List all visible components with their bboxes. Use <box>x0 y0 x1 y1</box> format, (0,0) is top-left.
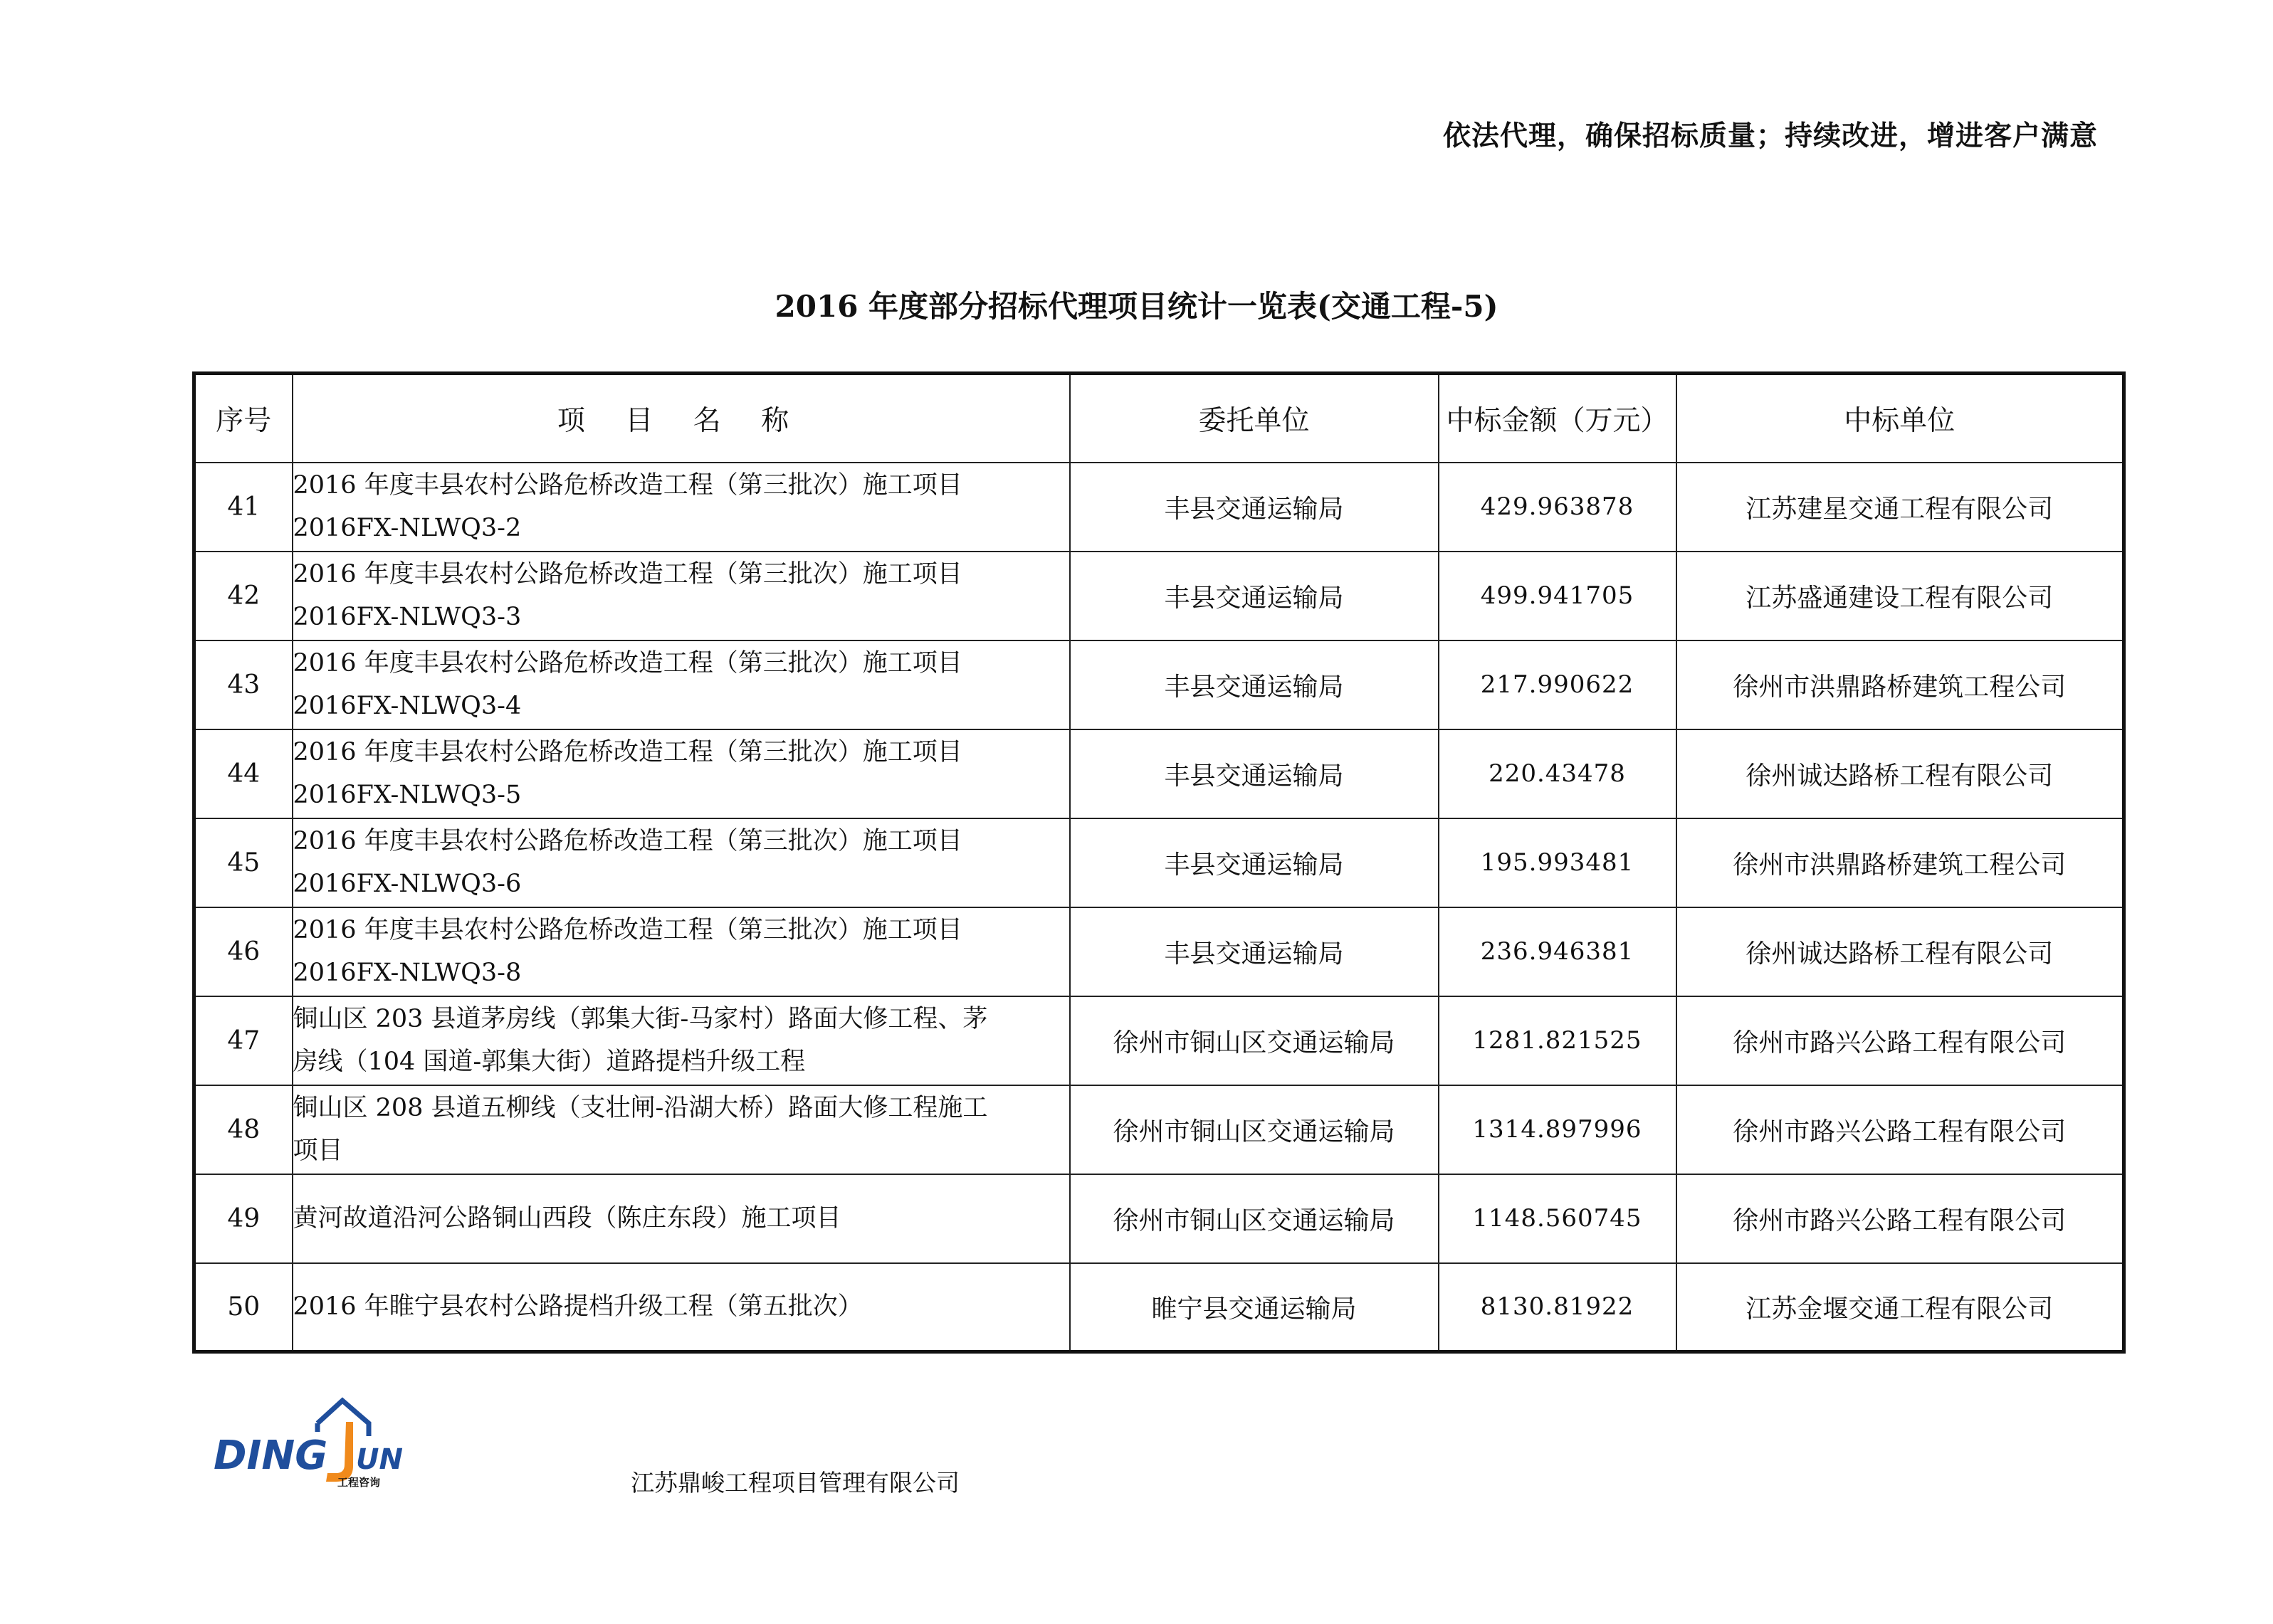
table-row <box>194 640 2124 729</box>
project-name-line-2: 2016FX-NLWQ3-3 <box>293 603 522 631</box>
svg-text:UN: UN <box>356 1443 403 1476</box>
table-row <box>194 996 2124 1085</box>
cell-winner: 徐州市路兴公路工程有限公司 <box>1676 1174 2124 1263</box>
cell-client: 丰县交通运输局 <box>1070 552 1439 640</box>
cell-amount: 195.993481 <box>1439 818 1676 907</box>
cell-winner: 江苏盛通建设工程有限公司 <box>1676 552 2124 640</box>
cell-seq: 43 <box>194 640 293 729</box>
cell-client: 丰县交通运输局 <box>1070 463 1439 552</box>
logo-subtitle: 工程咨询 <box>337 1476 381 1489</box>
company-name: 江苏鼎峻工程项目管理有限公司 <box>631 1469 960 1497</box>
header-slogan: 依法代理，确保招标质量；持续改进，增进客户满意 <box>1442 120 2098 152</box>
cell-amount: 1148.560745 <box>1439 1174 1676 1263</box>
cell-amount: 220.43478 <box>1439 729 1676 818</box>
project-name-line-1: 2016 年度丰县农村公路危桥改造工程（第三批次）施工项目 <box>293 827 962 855</box>
cell-project-name <box>293 640 1070 729</box>
svg-text:DING: DING <box>214 1433 328 1479</box>
cell-winner: 徐州市路兴公路工程有限公司 <box>1676 996 2124 1085</box>
cell-amount: 429.963878 <box>1439 463 1676 552</box>
table-row <box>194 1085 2124 1174</box>
cell-project-name <box>293 1174 1070 1263</box>
column-header-seq: 序号 <box>194 374 293 463</box>
cell-client: 徐州市铜山区交通运输局 <box>1070 996 1439 1085</box>
cell-amount: 217.990622 <box>1439 640 1676 729</box>
column-header-client: 委托单位 <box>1070 374 1439 463</box>
cell-project-name <box>293 907 1070 996</box>
table-row <box>194 552 2124 640</box>
table-row <box>194 1174 2124 1263</box>
cell-seq: 48 <box>194 1085 293 1174</box>
cell-seq: 50 <box>194 1263 293 1352</box>
cell-client: 丰县交通运输局 <box>1070 907 1439 996</box>
project-name-line-1: 2016 年度丰县农村公路危桥改造工程（第三批次）施工项目 <box>293 471 962 500</box>
cell-seq: 44 <box>194 729 293 818</box>
cell-project-name <box>293 552 1070 640</box>
cell-amount: 8130.81922 <box>1439 1263 1676 1352</box>
cell-winner: 江苏金堰交通工程有限公司 <box>1676 1263 2124 1352</box>
cell-winner: 徐州市路兴公路工程有限公司 <box>1676 1085 2124 1174</box>
project-name-line-2: 2016FX-NLWQ3-5 <box>293 781 522 809</box>
cell-amount: 1314.897996 <box>1439 1085 1676 1174</box>
column-header-winner: 中标单位 <box>1676 374 2124 463</box>
project-name-line-1: 2016 年度丰县农村公路危桥改造工程（第三批次）施工项目 <box>293 560 962 589</box>
cell-seq: 45 <box>194 818 293 907</box>
table-row <box>194 729 2124 818</box>
page-title: 2016 年度部分招标代理项目统计一览表(交通工程-5) <box>775 289 1498 324</box>
cell-winner: 徐州诚达路桥工程有限公司 <box>1676 907 2124 996</box>
project-name-line-2: 2016FX-NLWQ3-4 <box>293 692 522 720</box>
table-row <box>194 463 2124 552</box>
cell-amount: 236.946381 <box>1439 907 1676 996</box>
cell-amount: 499.941705 <box>1439 552 1676 640</box>
cell-project-name <box>293 729 1070 818</box>
project-name-line-1: 2016 年度丰县农村公路危桥改造工程（第三批次）施工项目 <box>293 738 962 766</box>
project-name-line-2: 2016FX-NLWQ3-6 <box>293 870 522 898</box>
project-table <box>192 371 2126 1354</box>
column-header-name: 项 目 名 称 <box>293 374 1070 463</box>
project-name-line-1: 2016 年睢宁县农村公路提档升级工程（第五批次） <box>293 1292 863 1322</box>
cell-amount: 1281.821525 <box>1439 996 1676 1085</box>
cell-winner: 徐州市洪鼎路桥建筑工程公司 <box>1676 640 2124 729</box>
table-header-row <box>194 374 2124 463</box>
cell-client: 睢宁县交通运输局 <box>1070 1263 1439 1352</box>
cell-seq: 42 <box>194 552 293 640</box>
project-name-line-2: 房线（104 国道-郭集大街）道路提档升级工程 <box>293 1048 806 1076</box>
cell-project-name <box>293 1263 1070 1352</box>
cell-client: 徐州市铜山区交通运输局 <box>1070 1085 1439 1174</box>
table-row <box>194 1263 2124 1352</box>
project-name-line-1: 黄河故道沿河公路铜山西段（陈庄东段）施工项目 <box>293 1204 841 1233</box>
cell-client: 丰县交通运输局 <box>1070 729 1439 818</box>
project-name-line-2: 2016FX-NLWQ3-8 <box>293 959 522 987</box>
cell-client: 徐州市铜山区交通运输局 <box>1070 1174 1439 1263</box>
table-row <box>194 907 2124 996</box>
project-name-line-1: 铜山区 208 县道五柳线（支壮闸-沿湖大桥）路面大修工程施工 <box>293 1094 988 1122</box>
project-name-line-1: 铜山区 203 县道茅房线（郭集大街-马家村）路面大修工程、茅 <box>293 1005 988 1033</box>
cell-client: 丰县交通运输局 <box>1070 640 1439 729</box>
cell-winner: 江苏建星交通工程有限公司 <box>1676 463 2124 552</box>
cell-seq: 41 <box>194 463 293 552</box>
column-header-amount: 中标金额（万元） <box>1439 374 1676 463</box>
cell-seq: 49 <box>194 1174 293 1263</box>
cell-project-name <box>293 1085 1070 1174</box>
cell-project-name <box>293 996 1070 1085</box>
project-name-line-2: 2016FX-NLWQ3-2 <box>293 514 522 542</box>
company-logo <box>211 1395 403 1489</box>
cell-seq: 47 <box>194 996 293 1085</box>
cell-client: 丰县交通运输局 <box>1070 818 1439 907</box>
dingjun-logo-graphic <box>211 1395 403 1487</box>
cell-winner: 徐州市洪鼎路桥建筑工程公司 <box>1676 818 2124 907</box>
cell-project-name <box>293 463 1070 552</box>
table-row <box>194 818 2124 907</box>
cell-winner: 徐州诚达路桥工程有限公司 <box>1676 729 2124 818</box>
project-name-line-2: 项目 <box>293 1137 343 1165</box>
project-name-line-1: 2016 年度丰县农村公路危桥改造工程（第三批次）施工项目 <box>293 916 962 944</box>
cell-project-name <box>293 818 1070 907</box>
project-name-line-1: 2016 年度丰县农村公路危桥改造工程（第三批次）施工项目 <box>293 649 962 677</box>
cell-seq: 46 <box>194 907 293 996</box>
